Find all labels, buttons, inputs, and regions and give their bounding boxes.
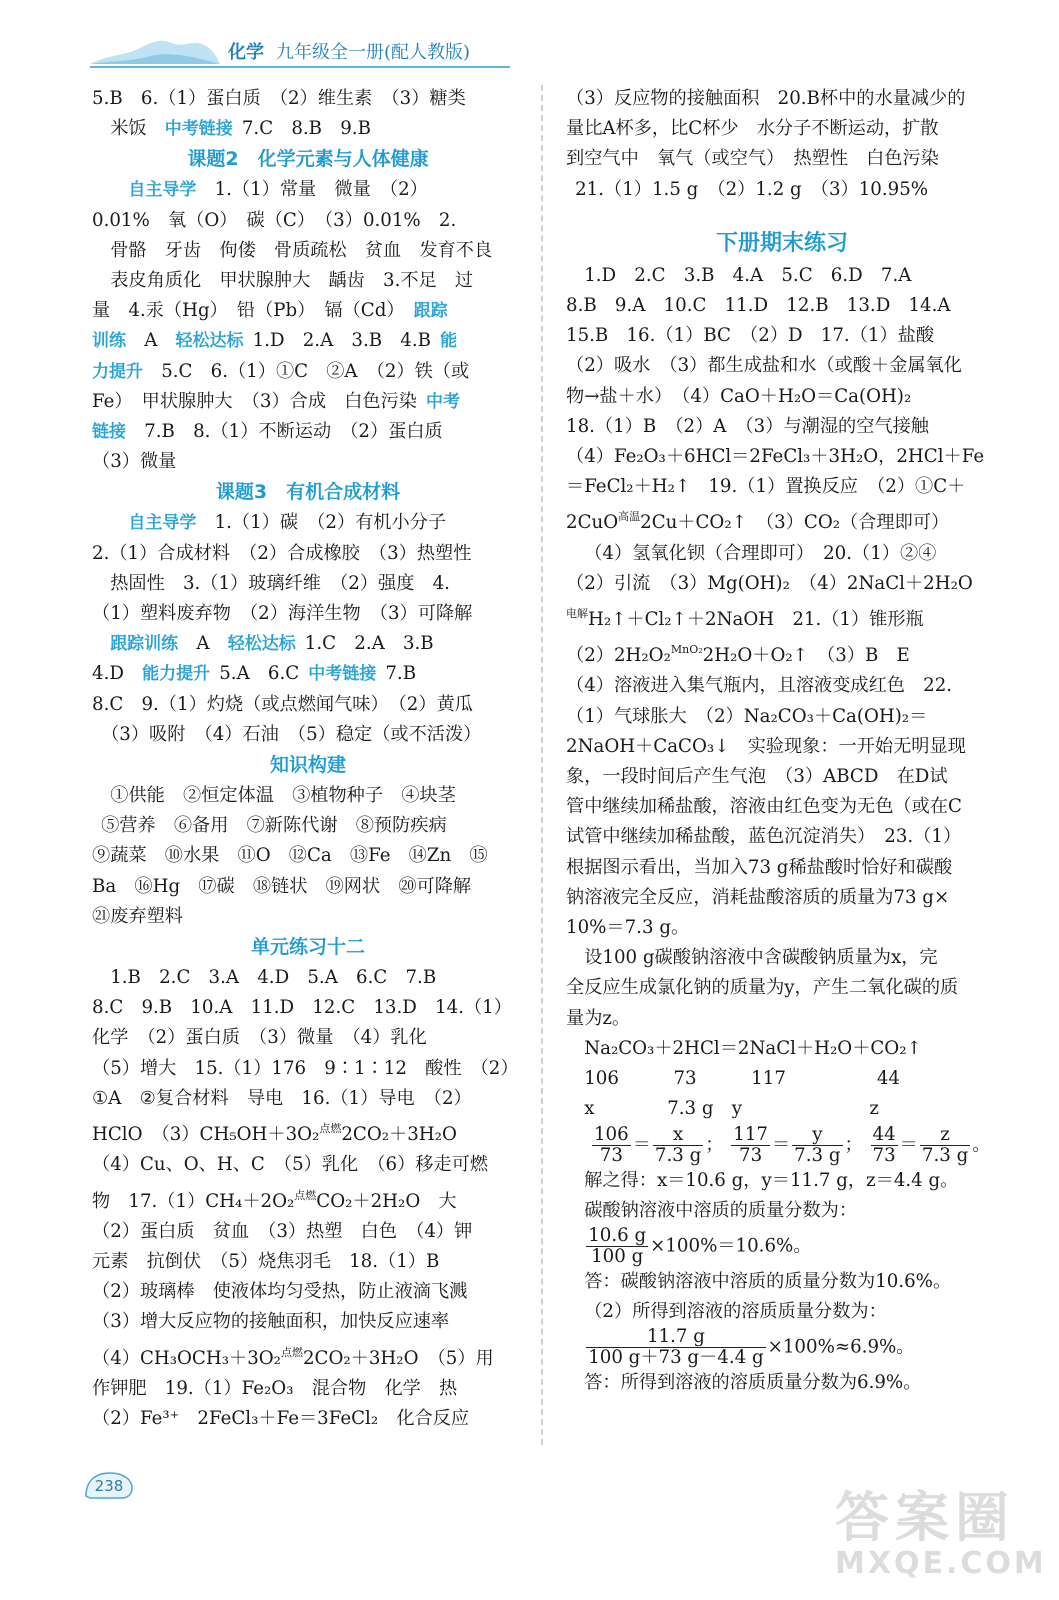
text-line: 试管中继续加稀盐酸，蓝色沉淀消失） 23.（1） [566, 826, 962, 848]
header-rule [90, 66, 510, 68]
text-line: （2）所得到溶液的溶质质量分数为： [584, 1301, 887, 1323]
text-line: 米饭 中考链接 7.C 8.B 9.B [110, 118, 371, 140]
page-badge-icon [82, 1470, 134, 1500]
text-line: 表皮角质化 甲状腺肿大 龋齿 3.不足 过 [110, 270, 474, 292]
text-line: 答：所得到溶液的溶质质量分数为6.9%。 [584, 1372, 922, 1394]
text-line: 作钾肥 19.（1）Fe₂O₃ 混合物 化学 热 [92, 1377, 458, 1399]
text-line: （4）Fe₂O₃＋6HCl＝2FeCl₃＋3H₂O，2HCl＋Fe [566, 446, 985, 468]
text-line: 量为z。 [566, 1007, 631, 1029]
text-line: （3）吸附 （4）石油 （5）稳定（或不活泼） [101, 723, 482, 745]
text-line: 热固性 3.（1）玻璃纤维 （2）强度 4. [110, 572, 450, 594]
text-line: 自主导学 1.（1）常量 微量 （2） [128, 179, 428, 201]
text-line: Fe） 甲状腺肿大 （3）合成 白色污染 中考 [92, 390, 461, 412]
text-line: 到空气中 氧气（或空气） 热塑性 白色污染 [566, 148, 939, 170]
text-line: （1）气球胀大 （2）Na₂CO₃＋Ca(OH)₂＝ [566, 705, 928, 727]
text-line: （2）吸水 （3）都生成盐和水（或酸＋金属氧化 [566, 355, 962, 377]
text-line: 106 73 117 44 [584, 1068, 900, 1090]
text-line: （2）2H₂O₂$^{MnO_2}$2H₂O＋O₂↑ （3）B E [566, 643, 910, 667]
mountain-wave-icon [90, 34, 220, 68]
section-heading: 知识构建 [269, 754, 346, 777]
text-line: x 7.3 g y z [584, 1098, 879, 1120]
text-line: （5）增大 15.（1）176 9∶1∶12 酸性 （2） [92, 1057, 519, 1079]
fraction: $\frac{44}{73}$ [872, 1123, 896, 1166]
text-line: （2）Fe³⁺ 2FeCl₃＋Fe＝3FeCl₂ 化合反应 [92, 1407, 470, 1429]
text-line: $^{电解}$H₂↑＋Cl₂↑＋2NaOH 21.（1）锥形瓶 [566, 607, 924, 631]
text-line: （3）微量 [92, 451, 177, 473]
text-line: （4）氢氧化钡（合理即可） 20.（1）②④ [584, 542, 937, 564]
text-line: 4.D 能力提升 5.A 6.C 中考链接 7.B [92, 663, 417, 685]
text-line: （2）引流 （3）Mg(OH)₂ （4）2NaCl＋2H₂O [566, 572, 973, 594]
text-line: 5.B 6.（1）蛋白质 （2）维生素 （3）糖类 [92, 88, 466, 109]
fraction: $\frac{11.7 g}{100 g+73 g-4.4 g}$ [588, 1326, 764, 1369]
page-number-badge [82, 1470, 134, 1500]
text-line: （4）CH₃OCH₃＋3O₂$^{点燃}$2CO₂＋3H₂O （5）用 [92, 1345, 494, 1369]
subject-label: 化学 [228, 42, 264, 63]
text-line: ⑨蔬菜 ⑩水果 ⑪O ⑫Ca ⑬Fe ⑭Zn ⑮ [92, 845, 488, 867]
text-line: 化学 （2）蛋白质 （3）微量 （4）乳化 [92, 1027, 427, 1049]
book-title: 九年级全一册(配人教版) [276, 42, 471, 63]
text-line: 链接 7.B 8.（1）不断运动 （2）蛋白质 [92, 421, 443, 443]
text-line: 物→盐＋水） （4）CaO＋H₂O＝Ca(OH)₂ [566, 385, 912, 407]
text-line: 1.B 2.C 3.A 4.D 5.A 6.C 7.B [110, 967, 437, 989]
text-line: 量比A杯多，比C杯少 水分子不断运动，扩散 [566, 118, 939, 140]
text-line: ①A ②复合材料 导电 16.（1）导电 （2） [92, 1087, 472, 1109]
text-line: 解之得：x＝10.6 g，y＝11.7 g，z＝4.4 g。 [584, 1169, 959, 1191]
fraction: $\frac{x}{7.3 g}$ [654, 1123, 702, 1166]
text-line: 8.C 9.（1）灼烧（或点燃闻气味） （2）黄瓜 [92, 693, 473, 715]
text-line: Ba ⑯Hg ⑰碳 ⑱链状 ⑲网状 ⑳可降解 [92, 875, 472, 897]
text-line: 骨骼 牙齿 佝偻 骨质疏松 贫血 发育不良 [110, 239, 493, 261]
proportion-line: $\frac{106}{73}$ ＝ $\frac{x}{7.3 g}$ ； $\frac{117}{73}$ ＝ $\frac{y}{7.3 g}$ ； $\frac{44}{73}$ ＝ $\frac{z}{7.3 g}$ 。 [593, 1123, 991, 1166]
fraction: $\frac{106}{73}$ [593, 1123, 629, 1166]
text-line: 2.（1）合成材料 （2）合成橡胶 （3）热塑性 [92, 542, 472, 564]
section-heading: 课题2 化学元素与人体健康 [187, 148, 429, 171]
watermark-text: 答案圈 [835, 1486, 1015, 1549]
text-line: 根据图示看出，当加入73 g稀盐酸时恰好和碳酸 [566, 856, 953, 878]
text-line: （2）蛋白质 贫血 （3）热塑 白色 （4）钾 [92, 1220, 473, 1242]
text-line: （4）溶液进入集气瓶内，且溶液变成红色 22. [566, 675, 953, 697]
text-line: ①供能 ②恒定体温 ③植物种子 ④块茎 [110, 785, 456, 807]
text-line: （4）Cu、O、H、C （5）乳化 （6）移走可燃 [92, 1154, 489, 1176]
text-line: 10%＝7.3 g。 [566, 917, 690, 939]
text-line: ㉑废弃塑料 [92, 905, 183, 927]
section-heading: 单元练习十二 [250, 936, 365, 959]
text-line: HClO （3）CH₅OH＋3O₂$^{点燃}$2CO₂＋3H₂O [92, 1122, 457, 1146]
text-line: （3）增大反应物的接触面积，加快反应速率 [92, 1311, 450, 1333]
text-line: 物 17.（1）CH₄＋2O₂$^{点燃}$CO₂＋2H₂O 大 [92, 1188, 457, 1212]
text-line: 自主导学 1.（1）碳 （2）有机小分子 [128, 512, 447, 534]
left-column [92, 84, 524, 1434]
text-line: 15.B 16.（1）BC （2）D 17.（1）盐酸 [566, 325, 935, 347]
text-line: 力提升 5.C 6.（1）①C ②A （2）铁（或 [92, 360, 470, 382]
text-line: 管中继续加稀盐酸，溶液由红色变为无色（或在C [566, 796, 962, 818]
right-column [566, 84, 998, 1399]
text-line: 1.D 2.C 3.B 4.A 5.C 6.D 7.A [584, 264, 912, 286]
text-line: 设100 g碳酸钠溶液中含碳酸钠质量为x，完 [584, 947, 938, 969]
section-heading: 下册期末练习 [715, 230, 848, 256]
text-line: （1）塑料废弃物 （2）海洋生物 （3）可降解 [92, 603, 473, 625]
text-line: 8.C 9.B 10.A 11.D 12.C 13.D 14.（1） [92, 997, 512, 1019]
text-line: 钠溶液完全反应，消耗盐酸溶质的质量为73 g× [566, 886, 950, 908]
fraction: $\frac{z}{7.3 g}$ [921, 1123, 969, 1166]
text-line: 8.B 9.A 10.C 11.D 12.B 13.D 14.A [566, 295, 951, 317]
text-line: 量 4.汞（Hg） 铅（Pb） 镉（Cd） 跟踪 [92, 300, 448, 322]
text-line: 象，一段时间后产生气泡 （3）ABCD 在D试 [566, 766, 948, 788]
page-number: 238 [94, 1477, 124, 1495]
text-line: 全反应生成氯化钠的质量为y，产生二氧化碳的质 [566, 977, 959, 999]
section-heading: 课题3 有机合成材料 [215, 481, 401, 504]
fraction: $\frac{10.6 g}{100 g}$ [588, 1224, 647, 1267]
text-line: 2NaOH＋CaCO₃↓ 实验现象：一开始无明显现 [566, 735, 966, 757]
text-line: 2CuO$^{高温}$2Cu＋CO₂↑ （3）CO₂（合理即可） [566, 510, 950, 534]
text-line: 答：碳酸钠溶液中溶质的质量分数为10.6%。 [584, 1270, 952, 1292]
fraction-line: $\frac{10.6 g}{100 g}$ ×100%＝10.6%。 [588, 1224, 812, 1267]
header-title [228, 38, 470, 64]
text-line: （2）玻璃棒 使液体均匀受热，防止液滴飞溅 [92, 1281, 468, 1303]
fraction: $\frac{117}{73}$ [733, 1123, 768, 1166]
text-line: ⑤营养 ⑥备用 ⑦新陈代谢 ⑧预防疾病 [101, 815, 447, 837]
text-line: ＝FeCl₂＋H₂↑ 19.（1）置换反应 （2）①C＋ [566, 476, 966, 498]
text-line: Na₂CO₃＋2HCl＝2NaCl＋H₂O＋CO₂↑ [584, 1037, 922, 1059]
text-line: 训练 A 轻松达标 1.D 2.A 3.B 4.B 能 [92, 330, 458, 352]
text-line: 跟踪训练 A 轻松达标 1.C 2.A 3.B [110, 633, 434, 655]
text-line: （3）反应物的接触面积 20.B杯中的水量减少的 [566, 88, 966, 109]
column-divider [541, 85, 543, 1445]
watermark [835, 1475, 1047, 1581]
text-line: 碳酸钠溶液中溶质的质量分数为： [584, 1199, 858, 1221]
page-header [90, 30, 510, 70]
fraction-line: $\frac{11.7 g}{100 g+73 g-4.4 g}$ ×100%≈6.9%。 [588, 1326, 915, 1369]
watermark-url: MXQE.COM [835, 1546, 1047, 1581]
fraction: $\frac{y}{7.3 g}$ [794, 1123, 841, 1166]
text-line: 18.（1）B （2）A （3）与潮湿的空气接触 [566, 415, 929, 437]
text-line: 0.01% 氧（O） 碳（C） （3）0.01% 2. [92, 209, 457, 231]
text-line: 元素 抗倒伏 （5）烧焦羽毛 18.（1）B [92, 1250, 440, 1272]
text-line: 21.（1）1.5 g （2）1.2 g （3）10.95% [575, 178, 929, 200]
